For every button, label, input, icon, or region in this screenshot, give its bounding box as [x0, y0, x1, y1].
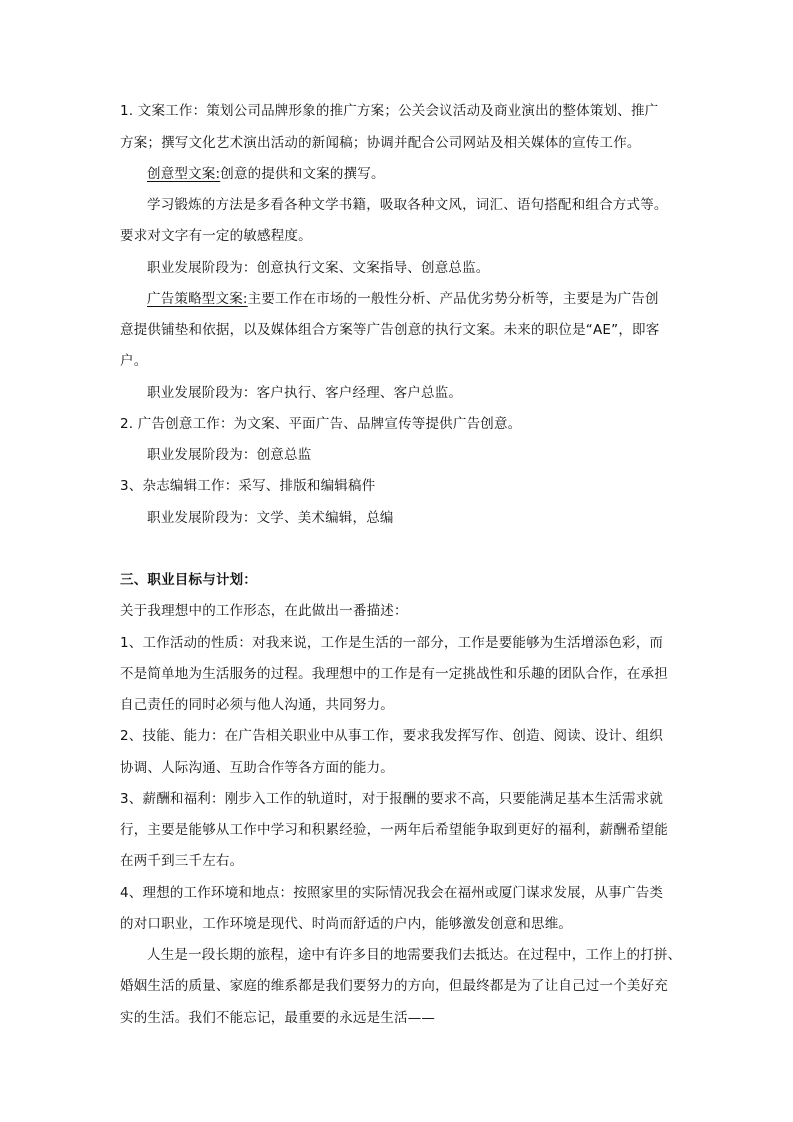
paragraph-line: 协调、人际沟通、互助合作等各方面的能力。 [120, 760, 394, 776]
paragraph-line: 户。 [120, 353, 148, 369]
paragraph-line: 行，主要是能够从工作中学习和积累经验，一两年后希望能争取到更好的福利，薪酬希望能 [120, 822, 668, 838]
paragraph-line: 职业发展阶段为：创意执行文案、文案指导、创意总监。 [147, 260, 490, 276]
paragraph-line [147, 166, 385, 182]
paragraph-line: 人生是一段长期的旅程，途中有许多目的地需要我们去抵达。在过程中，工作上的打拼、 [147, 947, 682, 963]
paragraph-line: 职业发展阶段为：创意总监 [147, 447, 312, 463]
paragraph-line: 在两千到三千左右。 [120, 853, 244, 869]
paragraph-line: 3、薪酬和福利：刚步入工作的轨道时，对于报酬的要求不高，只要能满足基本生活需求就 [120, 791, 664, 807]
paragraph-line [147, 291, 659, 307]
text-span: 主要工作在市场的一般性分析、产品优劣势分析等，主要是为广告创 [247, 291, 659, 307]
paragraph-line: 自己责任的同时必须与他人沟通，共同努力。 [120, 697, 394, 713]
paragraph-line: 1. 文案工作：策划公司品牌形象的推广方案；公关会议活动及商业演出的整体策划、推广 [120, 103, 659, 119]
paragraph-line: 实的生活。我们不能忘记，最重要的永远是生活—— [120, 1010, 436, 1026]
underlined-heading: 广告策略型文案: [147, 291, 248, 307]
paragraph-line: 婚姻生活的质量、家庭的维系都是我们要努力的方向，但最终都是为了让自己过一个美好充 [120, 978, 668, 994]
paragraph-line: 3、杂志编辑工作：采写、排版和编辑稿件 [120, 478, 376, 494]
underlined-heading: 创意型文案: [147, 166, 221, 182]
paragraph-line: 学习锻炼的方法是多看各种文学书籍，吸取各种文风，词汇、语句搭配和组合方式等。 [147, 197, 668, 213]
paragraph-line: 不是简单地为生活服务的过程。我理想中的工作是有一定挑战性和乐趣的团队合作，在承担 [120, 666, 668, 682]
paragraph-line: 职业发展阶段为：文学、美术编辑，总编 [147, 510, 394, 526]
paragraph-line: 意提供铺垫和依据，以及媒体组合方案等广告创意的执行文案。未来的职位是“AE”，即客 [120, 322, 660, 338]
paragraph-line: 关于我理想中的工作形态，在此做出一番描述： [120, 603, 408, 619]
section-heading: 三、职业目标与计划： [120, 572, 257, 588]
paragraph-line: 2、技能、能力：在广告相关职业中从事工作，要求我发挥写作、创造、阅读、设计、组织 [120, 728, 664, 744]
paragraph-line: 1、工作活动的性质：对我来说，工作是生活的一部分，工作是要能够为生活增添色彩，而 [120, 635, 664, 651]
paragraph-line: 要求对文字有一定的敏感程度。 [120, 228, 312, 244]
paragraph-line: 2. 广告创意工作：为文案、平面广告、品牌宣传等提供广告创意。 [120, 416, 522, 432]
paragraph-line: 方案；撰写文化艺术演出活动的新闻稿；协调并配合公司网站及相关媒体的宣传工作。 [120, 135, 641, 151]
text-span: 创意的提供和文案的撰写。 [220, 166, 385, 182]
paragraph-line: 4、理想的工作环境和地点：按照家里的实际情况我会在福州或厦门谋求发展，从事广告类 [120, 885, 664, 901]
paragraph-line: 职业发展阶段为：客户执行、客户经理、客户总监。 [147, 385, 463, 401]
paragraph-line: 的对口职业，工作环境是现代、时尚而舒适的户内，能够激发创意和思维。 [120, 916, 573, 932]
